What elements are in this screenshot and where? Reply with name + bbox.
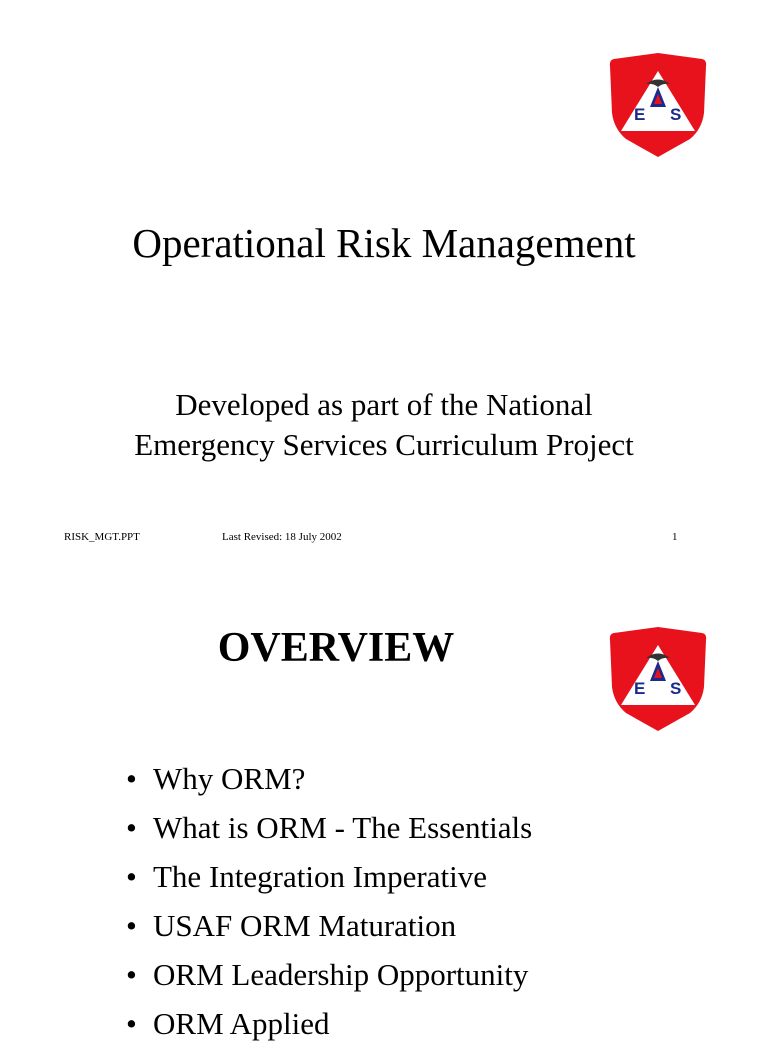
list-item	[126, 754, 532, 803]
logo-letter-e: E	[634, 105, 646, 124]
slide-subtitle	[0, 385, 768, 465]
logo-letter-e: E	[634, 679, 646, 698]
bullet-icon: •	[126, 957, 137, 992]
logo-letter-s: S	[670, 105, 682, 124]
bullet-icon: •	[126, 859, 137, 894]
list-item	[126, 852, 532, 901]
bullet-icon: •	[126, 810, 137, 845]
bullet-text: Why ORM?	[153, 761, 306, 796]
footer-page-number: 1	[672, 531, 678, 543]
bullet-icon: •	[126, 1006, 137, 1041]
list-item	[126, 803, 532, 852]
bullet-text: The Integration Imperative	[153, 859, 487, 894]
logo-letter-s: S	[670, 679, 682, 698]
footer-revised-date: Last Revised: 18 July 2002	[222, 531, 342, 543]
list-item	[126, 901, 532, 950]
subtitle-line: Developed as part of the National	[175, 387, 593, 422]
bullet-icon: •	[126, 761, 137, 796]
overview-heading: OVERVIEW	[217, 625, 455, 671]
overview-bullet-list	[126, 754, 532, 1048]
bullet-text: ORM Leadership Opportunity	[153, 957, 529, 992]
bullet-icon: •	[126, 908, 137, 943]
list-item	[126, 950, 532, 999]
subtitle-line: Emergency Services Curriculum Project	[134, 427, 634, 462]
bullet-text: ORM Applied	[153, 1006, 330, 1041]
bullet-text: USAF ORM Maturation	[153, 908, 457, 943]
footer-filename: RISK_MGT.PPT	[64, 531, 140, 543]
bullet-text: What is ORM - The Essentials	[153, 810, 533, 845]
slide-title-heading: Operational Risk Management	[132, 220, 636, 266]
es-shield-logo-icon	[608, 51, 708, 159]
